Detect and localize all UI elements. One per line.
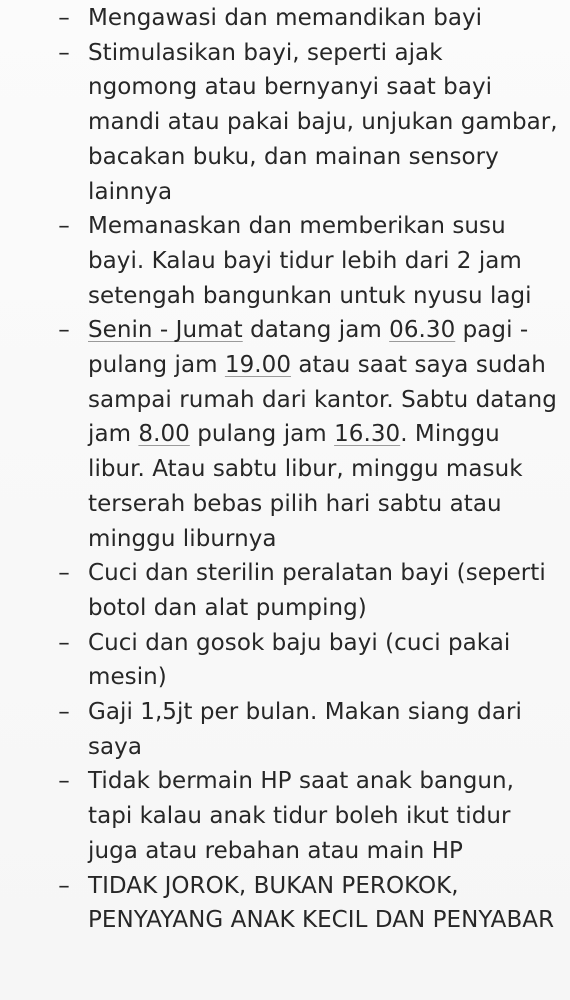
underlined-time: 16.30 bbox=[334, 421, 401, 448]
underlined-days: Senin - Jumat bbox=[88, 317, 243, 344]
dash-bullet: – bbox=[58, 872, 70, 899]
list-item bbox=[0, 626, 570, 695]
item-text: Memanaskan dan memberikan susu bayi. Kalau bayi tidur lebih dari 2 jam setengah bangunkan untuk nyusu lagi bbox=[88, 213, 532, 309]
list-item bbox=[0, 209, 570, 313]
list-item bbox=[0, 695, 570, 764]
item-text: Tidak bermain HP saat anak bangun, tapi kalau anak tidur boleh ikut tidur juga atau rebahan atau main HP bbox=[88, 768, 515, 864]
list-item bbox=[0, 36, 570, 210]
dash-bullet: – bbox=[58, 768, 70, 795]
item-text bbox=[88, 317, 557, 551]
list-item-schedule bbox=[0, 313, 570, 556]
dash-bullet: – bbox=[58, 629, 70, 656]
list-item bbox=[0, 556, 570, 625]
item-text: Gaji 1,5jt per bulan. Makan siang dari saya bbox=[88, 699, 522, 760]
text-segment: pulang jam bbox=[189, 421, 335, 448]
dash-bullet: – bbox=[58, 699, 70, 726]
item-text: TIDAK JOROK, BUKAN PEROKOK, PENYAYANG ANAK KECIL DAN PENYABAR bbox=[88, 872, 555, 934]
underlined-time: 19.00 bbox=[224, 352, 292, 379]
dash-bullet: – bbox=[58, 560, 70, 587]
list-item bbox=[0, 869, 570, 938]
list-item bbox=[0, 764, 570, 868]
item-text: Mengawasi dan memandikan bayi bbox=[88, 5, 483, 31]
underlined-time: 06.30 bbox=[389, 317, 456, 344]
underlined-time: 8.00 bbox=[138, 421, 190, 448]
item-text: Cuci dan sterilin peralatan bayi (seperti botol dan alat pumping) bbox=[88, 560, 546, 621]
item-text: Cuci dan gosok baju bayi (cuci pakai mesin) bbox=[88, 629, 511, 691]
text-segment: datang jam bbox=[242, 317, 390, 344]
list-item bbox=[0, 1, 570, 36]
dash-bullet: – bbox=[58, 317, 70, 344]
text-segment: atau saat saya sudah sampai rumah dari kantor. Sabtu datang jam bbox=[88, 352, 557, 448]
dash-bullet: – bbox=[58, 39, 70, 66]
text-segment: . Minggu libur. Atau sabtu libur, minggu masuk terserah bebas pilih hari sabtu atau minggu liburnya bbox=[88, 421, 523, 552]
text-segment: pagi - pulang jam bbox=[88, 317, 529, 379]
dash-bullet: – bbox=[58, 5, 70, 31]
dash-bullet: – bbox=[58, 213, 70, 240]
item-text: Stimulasikan bayi, seperti ajak ngomong atau bernyanyi saat bayi mandi atau pakai baju, unjukan gambar, bacakan buku, dan mainan sensory lainnya bbox=[88, 39, 558, 205]
